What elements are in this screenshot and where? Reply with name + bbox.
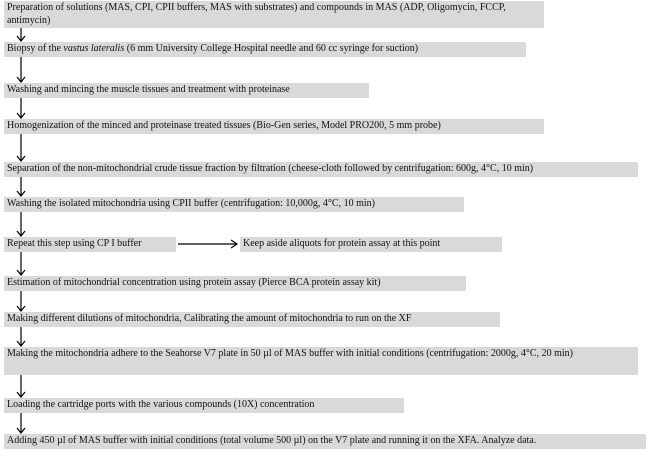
step-text: Making different dilutions of mitochondria, Calibrating the amount of mitochondria to run on the XF [7,313,412,324]
step-text: Repeat this step using CP I buffer [7,238,142,249]
down-arrow [16,252,26,276]
right-arrow [178,239,238,249]
step-adhere [4,347,638,375]
down-arrow [16,327,26,347]
down-arrow [16,98,26,119]
step-text: (6 mm University College Hospital needle and 60 cc syringe for suction) [124,43,419,54]
step-repeat-cpi [4,237,176,252]
step-estimation [4,276,466,291]
step-text: Separation of the non-mitochondrial crude tissue fraction by filtration (cheese-cloth followed by centrifugation: 600g, 4°C, 10 min) [7,163,534,174]
down-arrow [16,134,26,162]
down-arrow [16,291,26,312]
step-loading [4,398,404,413]
step-preparation [4,1,544,28]
step-text: Adding 450 µl of MAS buffer with initial conditions (total volume 500 µl) on the V7 plate and running it on the XFA. Analyze data. [7,435,537,446]
down-arrow [16,177,26,197]
down-arrow [16,375,26,398]
step-text-italic: vastus lateralis [63,43,125,54]
step-text: Loading the cartridge ports with the various compounds (10X) concentration [7,399,315,410]
step-text: Homogenization of the minced and proteinase treated tissues (Bio-Gen series, Model PRO200, 5 mm probe) [7,120,441,131]
step-homogenization [4,119,544,134]
step-washing-cpii [4,197,464,212]
step-text: Washing and mincing the muscle tissues and treatment with proteinase [7,84,290,95]
step-biopsy [4,42,526,57]
down-arrow [16,212,26,237]
side-step-text: Keep aside aliquots for protein assay at this point [243,238,441,249]
down-arrow [16,28,26,42]
step-text: Preparation of solutions (MAS, CPI, CPII buffers, MAS with substrates) and compounds in MAS (ADP, Oligomycin, FCCP, antimycin) [7,2,506,26]
down-arrow [16,413,26,434]
step-separation [4,162,638,177]
step-adding [4,434,646,449]
step-text: Estimation of mitochondrial concentration using protein assay (Pierce BCA protein assay kit) [7,277,381,288]
step-dilutions [4,312,500,327]
step-text: Making the mitochondria adhere to the Seahorse V7 plate in 50 µl of MAS buffer with initial conditions (centrifugation: 2000g, 4°C, 20 min) [7,348,573,359]
side-step-aliquots [240,237,502,252]
step-washing-mincing [4,83,369,98]
step-text: Washing the isolated mitochondria using CPII buffer (centrifugation: 10,000g, 4°C, 10 min) [7,198,375,209]
down-arrow [16,57,26,83]
step-text: Biopsy of the [7,43,64,54]
